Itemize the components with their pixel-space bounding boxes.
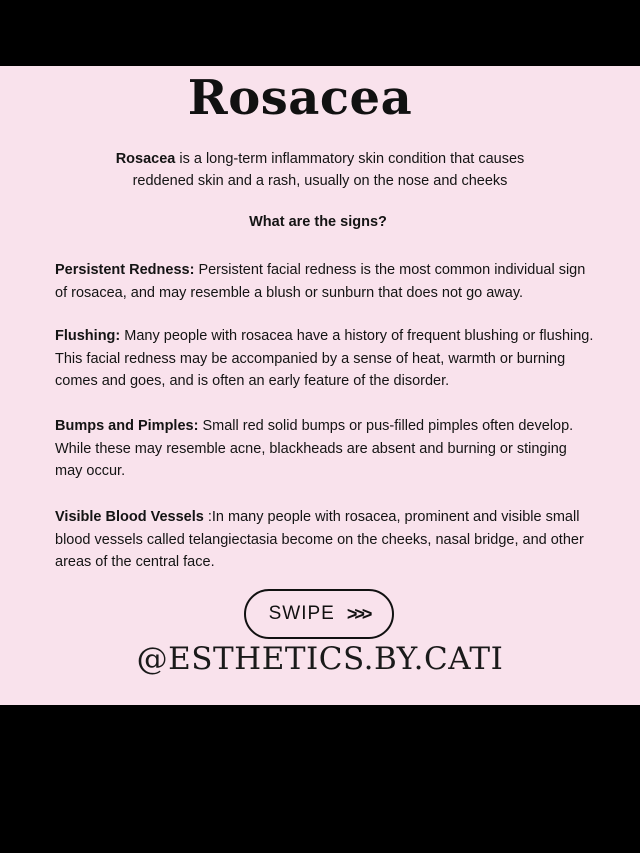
sign-text: Many people with rosacea have a history of frequent blushing or flushing. This facial redness may be accompanied by a sense of heat, warmth or burning comes and goes, and is often an early feature of the disorder.	[55, 328, 594, 389]
sign-blood-vessels	[55, 506, 595, 574]
account-handle: @ESTHETICS.BY.CATI	[136, 641, 504, 677]
signs-question: What are the signs?	[249, 214, 387, 230]
swipe-button[interactable]	[244, 589, 394, 639]
sign-text: Small red solid bumps or pus-filled pimples often develop. While these may resemble acne, blackheads are absent and burning or stinging may occur.	[55, 418, 574, 479]
sign-flushing	[55, 325, 595, 393]
chevrons-right-icon: >>>	[346, 603, 370, 624]
post-card	[0, 66, 640, 705]
intro-text: is a long-term inflammatory skin condition that causes reddened skin and a rash, usually on the nose and cheeks	[132, 151, 525, 189]
sign-persistent-redness	[55, 259, 595, 304]
sign-bumps-pimples	[55, 415, 595, 483]
sign-text: Persistent facial redness is the most common individual sign of rosacea, and may resemble a blush or sunburn that does not go away.	[55, 262, 586, 301]
sign-text: :In many people with rosacea, prominent and visible small blood vessels called telangiectasia become on the cheeks, nasal bridge, and other areas of the central face.	[55, 509, 584, 570]
sign-heading: Visible Blood Vessels	[55, 509, 204, 525]
sign-heading: Persistent Redness:	[55, 262, 195, 278]
intro-term: Rosacea	[115, 151, 176, 167]
sign-heading: Bumps and Pimples:	[55, 418, 199, 434]
swipe-label: SWIPE	[268, 603, 335, 624]
sign-heading: Flushing:	[55, 328, 121, 344]
page-title: Rosacea	[187, 70, 413, 126]
intro-paragraph	[90, 148, 550, 192]
